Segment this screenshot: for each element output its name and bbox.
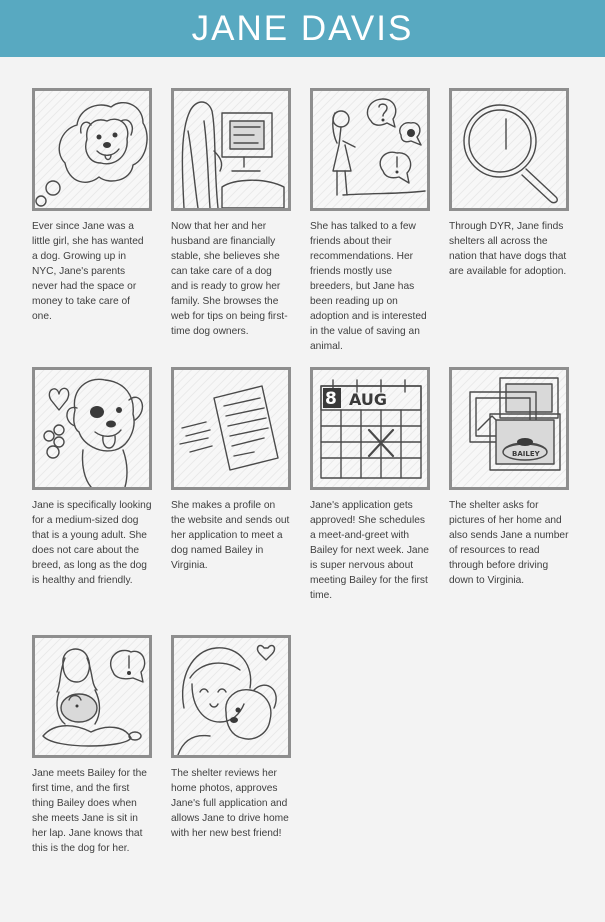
sending-document-icon [171,367,291,490]
calendar-month: AUG [349,390,388,409]
page-title: JANE DAVIS [191,8,414,48]
story-caption-1: Ever since Jane was a little girl, she has wanted a dog. Growing up in NYC, Jane's parents never had the space or money to take care of one. [32,221,144,322]
story-caption-4: Through DYR, Jane finds shelters all across the nation that have dogs that are available for adoption. [449,221,567,277]
thought-bubble-dog-icon [32,88,152,211]
story-panel-7 [310,367,430,603]
story-caption-2: Now that her and her husband are financially stable, she believes she can take care of a dog and is ready to grow her family. She browses the web for tips on being first-time dog owners. [171,221,288,337]
story-panel-3 [310,88,430,354]
dog-in-lap-icon [32,635,152,758]
story-panel-8 [449,367,569,588]
story-panel-1 [32,88,152,324]
story-caption-8: The shelter asks for pictures of her home and also sends Jane a number of resources to read through before driving down to Virginia. [449,500,569,586]
magnifying-glass-icon [449,88,569,211]
jane-hugging-dog-icon [171,635,291,758]
story-panel-2 [171,88,291,339]
page-header [0,0,605,57]
story-caption-5: Jane is specifically looking for a medium-sized dog that is a young adult. She does not care about the breed, as long as the dog is healthy and friendly. [32,500,152,586]
photos-icon [449,367,569,490]
story-caption-7: Jane's application gets approved! She schedules a meet-and-greet with Bailey for next week. Jane is super nervous about meeting Bailey for the first time. [310,500,429,601]
story-panel-10 [171,635,291,841]
bowl-label: BAILEY [512,450,540,458]
story-panel-5 [32,367,152,588]
woman-at-computer-icon [171,88,291,211]
happy-dog-icon [32,367,152,490]
story-panel-4 [449,88,569,279]
story-caption-3: She has talked to a few friends about their recommendations. Her friends mostly use breeders, but Jane has been reading up on adoption and is interested in the value of saving an animal. [310,221,427,352]
story-panel-6 [171,367,291,573]
calendar-day: 8 [325,389,337,409]
story-caption-9: Jane meets Bailey for the first time, and the first thing Bailey does when she meets Jane is sit in her lap. Jane knows that this is the dog for her. [32,768,147,854]
story-caption-6: She makes a profile on the website and sends out her application to meet a dog named Bailey in Virginia. [171,500,290,571]
story-caption-10: The shelter reviews her home photos, approves Jane's full application and allows Jane to drive home with her new best friend! [171,768,289,839]
story-panel-9 [32,635,152,856]
calendar-icon [310,367,430,490]
woman-questions-icon [310,88,430,211]
